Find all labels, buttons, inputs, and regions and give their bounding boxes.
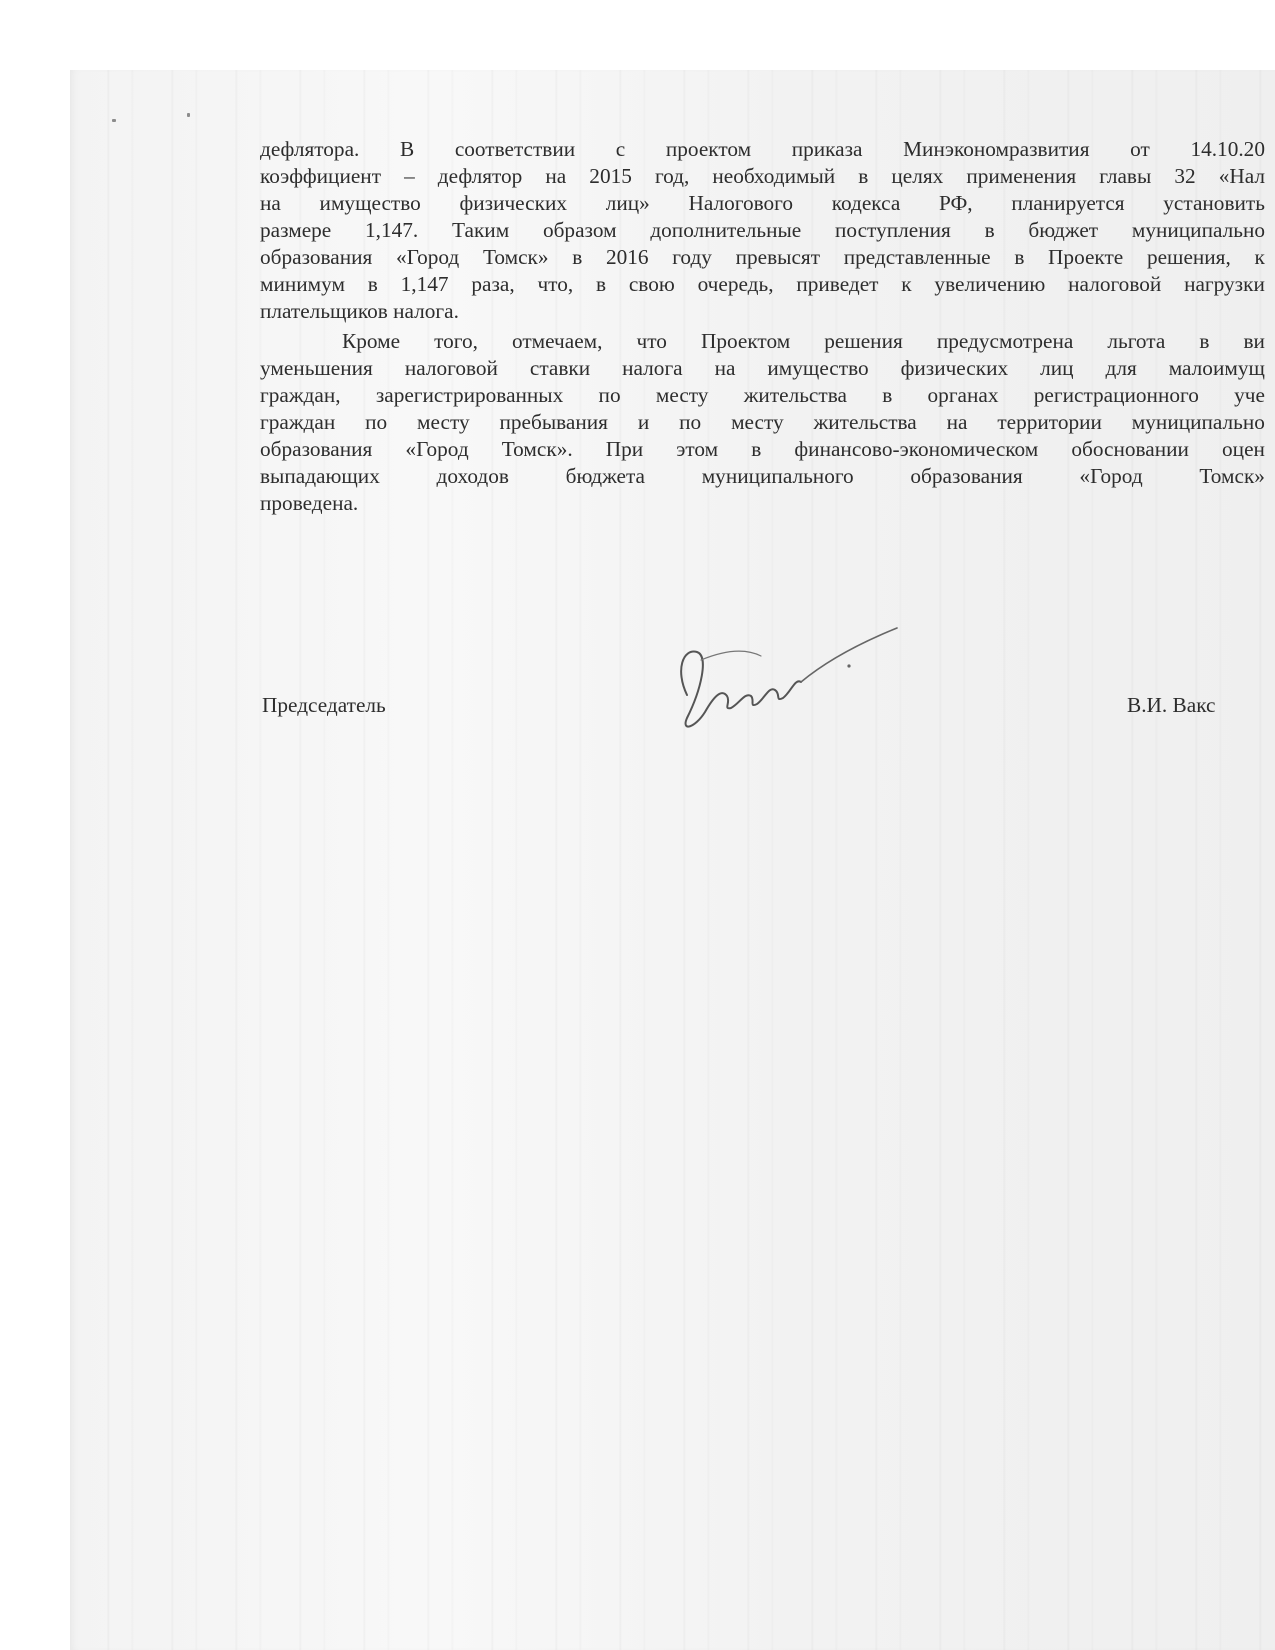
word: что, <box>537 272 574 296</box>
word: «Город <box>396 245 460 269</box>
word: соответствии <box>454 137 576 161</box>
word: в <box>858 164 869 188</box>
word: решения, <box>1146 245 1231 269</box>
word: «Нал <box>1218 164 1265 188</box>
word: 2015 <box>589 164 632 188</box>
word: по <box>365 410 388 434</box>
word: Проектом <box>700 329 791 353</box>
word: имущество <box>319 191 421 215</box>
word: этом <box>676 437 719 461</box>
text-line <box>260 382 1265 409</box>
word: от <box>1130 137 1150 161</box>
word: в <box>595 272 607 296</box>
signatory-name: В.И. Вакс <box>1127 693 1216 717</box>
word: Томск» <box>1199 464 1265 488</box>
word: Кроме <box>342 329 401 353</box>
text-line <box>260 190 1265 217</box>
word: что <box>636 329 667 353</box>
word: налоговой <box>1068 272 1162 296</box>
word: регистрационного <box>1033 383 1199 407</box>
word: размере <box>260 218 332 242</box>
word: льгота <box>1107 329 1166 353</box>
word: кодекса <box>831 191 901 215</box>
word: лиц <box>1040 356 1074 380</box>
text-line <box>260 244 1265 271</box>
word: месту <box>731 410 784 434</box>
word: жительства <box>743 383 847 407</box>
letter-body <box>260 136 1265 517</box>
signatory-role: Председатель <box>262 693 386 717</box>
word: и <box>637 410 650 434</box>
handwritten-signature <box>665 600 905 740</box>
word: образования <box>910 464 1023 488</box>
word: 14.10.20 <box>1190 137 1265 161</box>
word: 1,147. <box>365 218 419 242</box>
word: имущество <box>767 356 869 380</box>
word: год, <box>654 164 690 188</box>
word: граждан <box>260 410 336 434</box>
word: на <box>714 356 736 380</box>
word: поступления <box>835 218 951 242</box>
word: отмечаем, <box>511 329 603 353</box>
text-line <box>260 217 1265 244</box>
word: увеличению <box>934 272 1046 296</box>
word: того, <box>434 329 478 353</box>
word: представленные <box>843 245 991 269</box>
word: муниципального <box>701 464 854 488</box>
word: в <box>1199 329 1210 353</box>
word: оцен <box>1222 437 1265 461</box>
word: граждан, <box>260 383 341 407</box>
text-line <box>260 436 1265 463</box>
word: налоговой <box>404 356 498 380</box>
text-line <box>260 271 1265 298</box>
word: дополнительные <box>650 218 802 242</box>
word: к <box>1254 245 1265 269</box>
word: финансово-экономическом <box>794 437 1039 461</box>
word: муниципально <box>1131 410 1265 434</box>
word: Томск». <box>501 437 573 461</box>
word: Томск» <box>482 245 549 269</box>
text-line <box>260 136 1265 163</box>
word: приказа <box>791 137 863 161</box>
word: в <box>1014 245 1025 269</box>
word: на <box>946 410 968 434</box>
word: «Город <box>1079 464 1143 488</box>
word: дефлятор <box>437 164 523 188</box>
word: РФ, <box>938 191 973 215</box>
word: превысят <box>735 245 821 269</box>
word: обосновании <box>1071 437 1189 461</box>
word: физических <box>459 191 568 215</box>
word: 1,147 <box>400 272 449 296</box>
word: нагрузки <box>1184 272 1265 296</box>
word: Минэкономразвития <box>903 137 1090 161</box>
word: «Город <box>405 437 469 461</box>
word: в <box>984 218 995 242</box>
word: пребывания <box>499 410 608 434</box>
word: При <box>605 437 644 461</box>
word: в <box>751 437 762 461</box>
word: территории <box>997 410 1102 434</box>
word: очередь, <box>697 272 774 296</box>
word: главы <box>1099 164 1152 188</box>
word: к <box>901 272 912 296</box>
word: образования <box>260 437 373 461</box>
word: применения <box>966 164 1077 188</box>
word: дефлятора. <box>260 137 360 161</box>
word: в <box>367 272 378 296</box>
text-line: плательщиков налога. <box>260 299 459 323</box>
word: для <box>1105 356 1137 380</box>
word: налога <box>622 356 683 380</box>
word: лиц» <box>605 191 650 215</box>
word: месту <box>655 383 709 407</box>
word: с <box>615 137 626 161</box>
word: 32 <box>1174 164 1196 188</box>
word: выпадающих <box>260 464 380 488</box>
word: Проекте <box>1048 245 1124 269</box>
word: 2016 <box>605 245 649 269</box>
word: установить <box>1163 191 1265 215</box>
word: на <box>545 164 567 188</box>
word: Таким <box>452 218 510 242</box>
word: Налогового <box>688 191 794 215</box>
word: планируется <box>1011 191 1125 215</box>
word: предусмотрена <box>936 329 1074 353</box>
word: месту <box>417 410 470 434</box>
word: жительства <box>813 410 917 434</box>
word: В <box>399 137 415 161</box>
text-line <box>260 355 1265 382</box>
text-line <box>260 163 1265 190</box>
word: в <box>882 383 893 407</box>
word: раза, <box>471 272 515 296</box>
word: доходов <box>436 464 509 488</box>
text-line <box>260 328 1265 355</box>
word: ви <box>1243 329 1265 353</box>
word: бюджета <box>565 464 646 488</box>
scan-speck <box>112 119 116 122</box>
word: в <box>572 245 583 269</box>
word: проектом <box>665 137 752 161</box>
word: необходимый <box>712 164 836 188</box>
word: образования <box>260 245 373 269</box>
word: свою <box>628 272 675 296</box>
word: бюджет <box>1028 218 1099 242</box>
word: – <box>404 164 415 188</box>
word: году <box>672 245 712 269</box>
word: по <box>598 383 621 407</box>
word: образом <box>542 218 617 242</box>
word: решения <box>824 329 903 353</box>
word: минимум <box>260 272 345 296</box>
word: целях <box>891 164 944 188</box>
text-line <box>260 463 1265 490</box>
word: приведет <box>796 272 879 296</box>
word: коэффициент <box>260 164 382 188</box>
word: физических <box>900 356 1009 380</box>
word: ставки <box>529 356 591 380</box>
word: муниципально <box>1131 218 1265 242</box>
word: органах <box>927 383 999 407</box>
scan-speck <box>187 113 190 117</box>
word: по <box>679 410 702 434</box>
word: зарегистрированных <box>375 383 564 407</box>
word: на <box>260 191 281 215</box>
word: уменьшения <box>260 356 373 380</box>
text-line <box>260 409 1265 436</box>
word: уче <box>1234 383 1265 407</box>
word: малоимущ <box>1168 356 1265 380</box>
text-line: проведена. <box>260 491 359 515</box>
